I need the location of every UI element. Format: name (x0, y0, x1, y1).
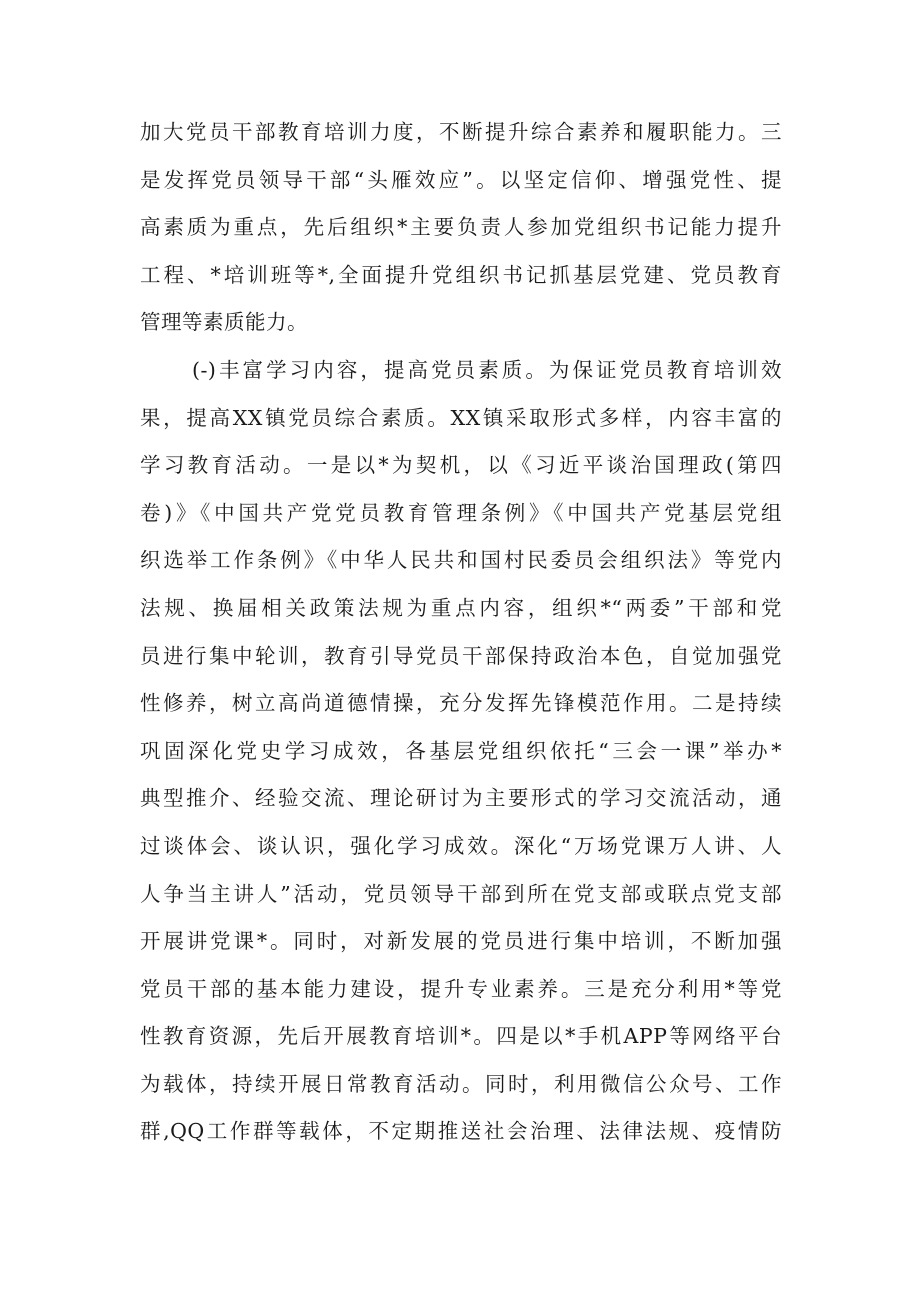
text-line: 党员干部的基本能力建设，提升专业素养。三是充分利用*等党 (140, 976, 782, 1001)
text-line: 高素质为重点，先后组织*主要负责人参加党组织书记能力提升 (140, 215, 782, 240)
text-line: 人争当主讲人”活动，党员领导干部到所在党支部或联点党支部 (140, 881, 782, 906)
section-heading-line: (-)丰富学习内容，提高党员素质。为保证党员教育培训效 (192, 357, 782, 382)
text-line: 开展讲党课*。同时，对新发展的党员进行集中培训，不断加强 (140, 929, 782, 954)
text-line: 典型推介、经验交流、理论研讨为主要形式的学习交流活动，通 (140, 786, 782, 811)
text-line: 为载体，持续开展日常教育活动。同时，利用微信公众号、工作 (140, 1071, 782, 1096)
text-line: 卷)》《中国共产党党员教育管理条例》《中国共产党基层党组 (140, 500, 782, 525)
text-line: 法规、换届相关政策法规为重点内容，组织*“两委”干部和党 (140, 595, 782, 620)
paragraph-2 (140, 350, 782, 1152)
text-line: 管理等素质能力。 (140, 310, 308, 335)
text-line: 学习教育活动。一是以*为契机，以《习近平谈治国理政(第四 (140, 453, 782, 478)
text-line: 员进行集中轮训，教育引导党员干部保持政治本色，自觉加强党 (140, 643, 782, 668)
text-line: 织选举工作条例》《中华人民共和国村民委员会组织法》等党内 (140, 548, 782, 573)
text-line: 加大党员干部教育培训力度，不断提升综合素养和履职能力。三 (140, 120, 782, 144)
paragraph-1 (140, 112, 782, 342)
text-line: 群,QQ工作群等载体，不定期推送社会治理、法律法规、疫情防 (140, 1119, 782, 1144)
text-line: 巩固深化党史学习成效，各基层党组织依托“三会一课”举办* (140, 738, 782, 763)
text-line: 性教育资源，先后开展教育培训*。四是以*手机APP等网络平台 (140, 1024, 782, 1049)
text-line: 果，提高XX镇党员综合素质。XX镇采取形式多样，内容丰富的 (140, 405, 782, 430)
text-line: 过谈体会、谈认识，强化学习成效。深化“万场党课万人讲、人 (140, 833, 782, 858)
text-line: 是发挥党员领导干部“头雁效应”。以坚定信仰、增强党性、提 (140, 167, 782, 192)
text-line: 性修养，树立高尚道德情操，充分发挥先锋模范作用。二是持续 (140, 691, 782, 716)
text-line: 工程、*培训班等*,全面提升党组织书记抓基层党建、党员教育 (140, 262, 782, 287)
body-text (140, 112, 782, 1159)
